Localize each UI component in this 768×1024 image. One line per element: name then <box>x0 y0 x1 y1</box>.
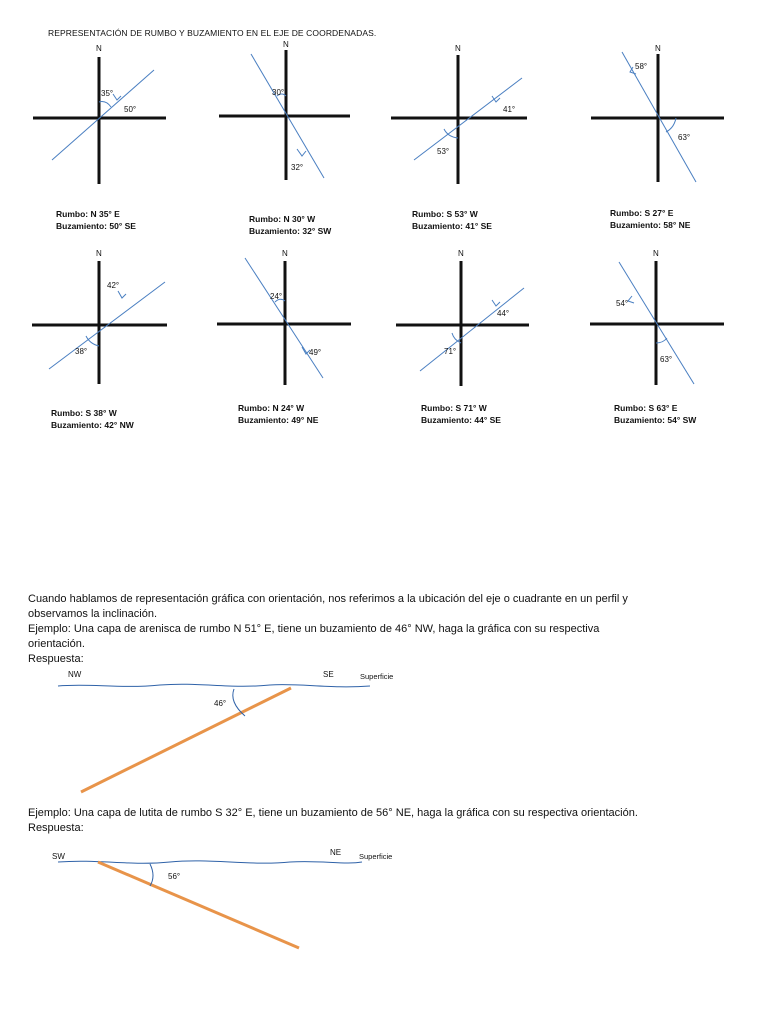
dip-tick <box>297 149 306 156</box>
diagram-8 <box>590 249 724 385</box>
strike-angle-label: 63° <box>678 133 691 142</box>
diagram-6 <box>217 249 351 385</box>
rumbo-text: Rumbo: N 24° W <box>238 403 305 413</box>
dip-angle-arc <box>150 864 153 886</box>
dip-angle-label: 58° <box>635 62 648 71</box>
strike-angle-label: 71° <box>444 347 457 356</box>
rumbo-text: Rumbo: S 27° E <box>610 208 674 218</box>
dip-angle-label: 32° <box>291 163 304 172</box>
buzamiento-text: Buzamiento: 32° SW <box>249 226 332 236</box>
dip-angle-label: 56° <box>168 872 181 881</box>
diagram-2 <box>219 40 350 180</box>
angle-arc <box>86 336 99 346</box>
answer-label: Respuesta: <box>28 822 84 834</box>
dip-angle-label: 44° <box>497 309 510 318</box>
page-title: REPRESENTACIÓN DE RUMBO Y BUZAMIENTO EN EL EJE DE COORDENADAS. <box>48 28 377 38</box>
angle-arc <box>99 102 111 107</box>
north-label: N <box>96 44 102 53</box>
dip-angle-label: 49° <box>309 348 322 357</box>
example-2-paragraph <box>28 806 728 836</box>
sw-label: SW <box>52 852 65 861</box>
north-label: N <box>458 249 464 258</box>
answer-label: Respuesta: <box>28 653 84 665</box>
diagram-7 <box>396 249 529 386</box>
rumbo-text: Rumbo: N 35° E <box>56 209 120 219</box>
strike-angle-label: 30° <box>272 88 285 97</box>
rumbo-text: Rumbo: S 71° W <box>421 403 487 413</box>
dip-angle-label: 50° <box>124 105 137 114</box>
caption-diagram-7 <box>421 402 501 426</box>
diagram-3 <box>391 44 527 184</box>
dip-tick <box>492 300 500 306</box>
diagram-5 <box>32 249 167 384</box>
strike-line <box>52 70 154 160</box>
rumbo-text: Rumbo: S 53° W <box>412 209 478 219</box>
caption-diagram-5 <box>51 407 134 431</box>
strike-angle-label: 24° <box>270 292 283 301</box>
caption-diagram-3 <box>412 208 492 232</box>
surface-line <box>58 684 370 687</box>
strike-angle-label: 38° <box>75 347 88 356</box>
buzamiento-text: Buzamiento: 42° NW <box>51 420 134 430</box>
explanation-paragraph <box>28 592 728 667</box>
paragraph-line: orientación. <box>28 638 85 650</box>
caption-diagram-6 <box>238 402 318 426</box>
buzamiento-text: Buzamiento: 44° SE <box>421 415 501 425</box>
dip-tick <box>628 296 634 303</box>
rumbo-text: Rumbo: S 63° E <box>614 403 678 413</box>
diagram-1 <box>33 44 166 184</box>
buzamiento-text: Buzamiento: 41° SE <box>412 221 492 231</box>
angle-arc <box>444 129 458 138</box>
strike-angle-label: 53° <box>437 147 450 156</box>
nw-label: NW <box>68 670 82 679</box>
angle-arc <box>656 338 667 343</box>
diagram-4 <box>591 44 724 182</box>
strike-angle-label: 35° <box>101 89 114 98</box>
dip-angle-label: 42° <box>107 281 120 290</box>
example-1-statement: Ejemplo: Una capa de arenisca de rumbo N 51° E, tiene un buzamiento de 46° NW, haga la gráfica con su respectiva <box>28 623 600 635</box>
north-label: N <box>282 249 288 258</box>
caption-diagram-8 <box>614 402 696 426</box>
example-2-figure <box>52 848 392 948</box>
north-label: N <box>283 40 289 49</box>
north-label: N <box>96 249 102 258</box>
caption-diagram-4 <box>610 207 690 231</box>
paragraph-line: observamos la inclinación. <box>28 608 158 620</box>
buzamiento-text: Buzamiento: 54° SW <box>614 415 697 425</box>
dip-angle-label: 46° <box>214 699 227 708</box>
strike-line <box>420 288 524 371</box>
rumbo-text: Rumbo: S 38° W <box>51 408 117 418</box>
north-label: N <box>455 44 461 53</box>
dip-tick <box>113 94 121 100</box>
ne-label: NE <box>330 848 342 857</box>
example-2-statement: Ejemplo: Una capa de lutita de rumbo S 32° E, tiene un buzamiento de 56° NE, haga la gráfica con su respectiva orientación. <box>28 807 638 819</box>
example-1-figure <box>58 670 393 792</box>
buzamiento-text: Buzamiento: 49° NE <box>238 415 319 425</box>
angle-arc <box>666 118 676 132</box>
strike-angle-label: 63° <box>660 355 673 364</box>
dip-tick <box>118 291 126 298</box>
north-label: N <box>653 249 659 258</box>
dip-angle-label: 54° <box>616 299 629 308</box>
buzamiento-text: Buzamiento: 50° SE <box>56 221 136 231</box>
caption-diagram-1 <box>56 208 136 232</box>
dip-tick <box>492 96 500 102</box>
north-label: N <box>655 44 661 53</box>
buzamiento-text: Buzamiento: 58° NE <box>610 220 691 230</box>
dip-angle-label: 41° <box>503 105 516 114</box>
surface-label: Superficie <box>360 672 394 681</box>
dip-layer <box>81 688 291 792</box>
rumbo-text: Rumbo: N 30° W <box>249 214 316 224</box>
se-label: SE <box>323 670 334 679</box>
surface-label: Superficie <box>359 852 393 861</box>
caption-diagram-2 <box>249 213 331 237</box>
dip-layer <box>98 862 299 948</box>
paragraph-line: Cuando hablamos de representación gráfica con orientación, nos referimos a la ubicación del eje o cuadrante en un perfil y <box>28 593 628 605</box>
